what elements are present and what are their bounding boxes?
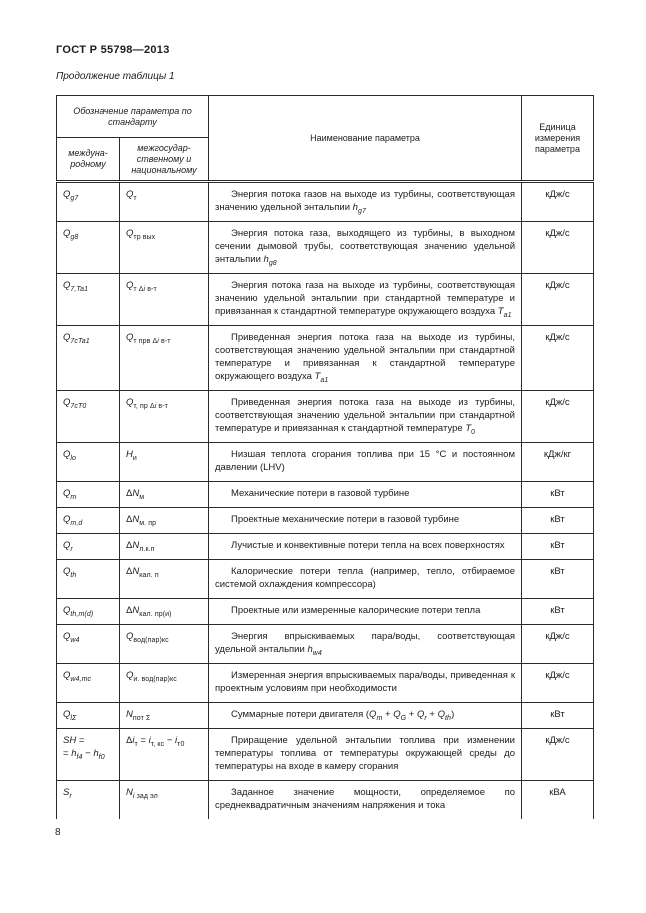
- intl-designation-cell: $Q_r$: [57, 534, 120, 560]
- table-row: [57, 781, 594, 820]
- natl-designation-cell: $Q_{т, пр \Delta i}$ $_{в-т}$: [120, 391, 209, 443]
- natl-designation-cell: $H_и$: [120, 443, 209, 482]
- unit-cell: кВА: [522, 781, 594, 820]
- param-name-cell: Энергия потока газов на выходе из турбины, соответствующая значению удельной энтальпии $h_{g7}$: [209, 182, 522, 222]
- intl-designation-cell: $Q_{th}$: [57, 560, 120, 599]
- table-row: [57, 274, 594, 326]
- intl-designation-cell: $Q_m$: [57, 482, 120, 508]
- intl-designation-cell: $S_r$: [57, 781, 120, 820]
- natl-designation-cell: $\Delta N_{кал. пр(и)}$: [120, 599, 209, 625]
- param-name-cell: Калорические потери тепла (например, тепло, отбираемое системой охлаждения компрессора): [209, 560, 522, 599]
- table-row: [57, 326, 594, 391]
- param-name-cell: Суммарные потери двигателя $(Q_m + Q_G + Q_r + Q_{th})$: [209, 703, 522, 729]
- header-row-group: [57, 96, 594, 138]
- param-name-header: Наименование параметра: [209, 96, 522, 182]
- param-name-cell: Заданное значение мощности, определяемое по среднеквадратичным значениям напряжения и тока: [209, 781, 522, 820]
- table-row: [57, 182, 594, 222]
- unit-cell: кВт: [522, 599, 594, 625]
- intl-designation-cell: $Q_{7,Ta1}$: [57, 274, 120, 326]
- unit-cell: кДж/с: [522, 222, 594, 274]
- natl-designation-cell: $Q_т$: [120, 182, 209, 222]
- unit-cell: кДж/с: [522, 664, 594, 703]
- designation-group-header: Обозначение параметра по стандарту: [57, 96, 209, 138]
- table-body: [57, 182, 594, 820]
- table-head: [57, 96, 594, 182]
- natl-designation-cell: $\Delta N_{м. пр}$: [120, 508, 209, 534]
- param-name-cell: Проектные или измеренные калорические потери тепла: [209, 599, 522, 625]
- unit-cell: кВт: [522, 703, 594, 729]
- natl-designation-cell: $N_i$ $_{зад эл}$: [120, 781, 209, 820]
- intl-designation-cell: SH = = $h_{f4} - h_{f0}$: [57, 729, 120, 781]
- intl-designation-cell: $Q_{th,m(d)}$: [57, 599, 120, 625]
- unit-cell: кДж/с: [522, 182, 594, 222]
- unit-cell: кДж/с: [522, 326, 594, 391]
- intl-designation-cell: $Q_{l\Sigma}$: [57, 703, 120, 729]
- natl-designation-cell: $\Delta N_м$: [120, 482, 209, 508]
- table-continuation-caption: Продолжение таблицы 1: [56, 71, 175, 82]
- param-name-cell: Энергия потока газа, выходящего из турбины, в выходном сечении дымовой трубы, соответствующая значению удельной энтальпии $h_{g8}$: [209, 222, 522, 274]
- table-row: [57, 625, 594, 664]
- intl-designation-cell: $Q_{g7}$: [57, 182, 120, 222]
- param-name-cell: Приращение удельной энтальпии топлива при изменении температуры топлива от температуры окружающей среды до температуры на входе в камеру сгорания: [209, 729, 522, 781]
- unit-cell: кВт: [522, 534, 594, 560]
- table-row: [57, 664, 594, 703]
- intl-designation-cell: $Q_{lo}$: [57, 443, 120, 482]
- standard-number: ГОСТ Р 55798—2013: [56, 44, 170, 56]
- natl-designation-header: межгосударственному и национальному: [120, 138, 209, 182]
- intl-designation-cell: $Q_{w4,mc}$: [57, 664, 120, 703]
- param-name-cell: Приведенная энергия потока газа на выходе из турбины, соответствующая значению удельной энтальпии при стандартной температуре и привязанная к стандартной температуре окружающего воздуха $T_{a1}$: [209, 326, 522, 391]
- natl-designation-cell: $\Delta i_т = i_{т, кс} - i_{т0}$: [120, 729, 209, 781]
- table-row: [57, 391, 594, 443]
- page-number: 8: [55, 827, 61, 838]
- param-name-cell: Измеренная энергия впрыскиваемых пара/воды, приведенная к проектным условиям при необходимости: [209, 664, 522, 703]
- natl-designation-cell: $Q_{т прв \Delta i}$ $_{в-т}$: [120, 326, 209, 391]
- natl-designation-cell: $Q_{вод(пар)кс}$: [120, 625, 209, 664]
- param-name-cell: Лучистые и конвективные потери тепла на всех поверхностях: [209, 534, 522, 560]
- natl-designation-cell: $Q_{т \Delta i}$ $_{в-т}$: [120, 274, 209, 326]
- intl-designation-header: международному: [57, 138, 120, 182]
- unit-cell: кВт: [522, 508, 594, 534]
- table-row: [57, 443, 594, 482]
- natl-designation-cell: $Q_{тр вых}$: [120, 222, 209, 274]
- intl-designation-cell: $Q_{7cT0}$: [57, 391, 120, 443]
- param-name-cell: Механические потери в газовой турбине: [209, 482, 522, 508]
- intl-designation-cell: $Q_{m,d}$: [57, 508, 120, 534]
- param-name-cell: Энергия потока газа на выходе из турбины, соответствующая значению удельной энтальпии при стандартной температуре и привязанная к стандартной температуре окружающего воздуха $T_{a1}$: [209, 274, 522, 326]
- unit-header: Единица измерения параметра: [522, 96, 594, 182]
- param-name-cell: Проектные механические потери в газовой турбине: [209, 508, 522, 534]
- natl-designation-cell: $N_{пот \Sigma}$: [120, 703, 209, 729]
- table-row: [57, 560, 594, 599]
- table-row: [57, 534, 594, 560]
- natl-designation-cell: $\Delta N_{кал. п}$: [120, 560, 209, 599]
- intl-designation-cell: $Q_{w4}$: [57, 625, 120, 664]
- intl-designation-cell: $Q_{7cTa1}$: [57, 326, 120, 391]
- unit-cell: кВт: [522, 482, 594, 508]
- param-name-cell: Энергия впрыскиваемых пара/воды, соответствующая удельной энтальпии $h_{w4}$: [209, 625, 522, 664]
- table-row: [57, 482, 594, 508]
- table-row: [57, 703, 594, 729]
- param-name-cell: Низшая теплота сгорания топлива при 15 °С и постоянном давлении (LHV): [209, 443, 522, 482]
- unit-cell: кДж/кг: [522, 443, 594, 482]
- table-row: [57, 729, 594, 781]
- parameters-table: [56, 95, 594, 819]
- unit-cell: кДж/с: [522, 729, 594, 781]
- unit-cell: кДж/с: [522, 625, 594, 664]
- unit-cell: кДж/с: [522, 274, 594, 326]
- unit-cell: кДж/с: [522, 391, 594, 443]
- natl-designation-cell: $Q_{и. вод(пар)кс}$: [120, 664, 209, 703]
- table-row: [57, 599, 594, 625]
- unit-cell: кВт: [522, 560, 594, 599]
- table-row: [57, 508, 594, 534]
- intl-designation-cell: $Q_{g8}$: [57, 222, 120, 274]
- natl-designation-cell: $\Delta N_{л.к.п}$: [120, 534, 209, 560]
- param-name-cell: Приведенная энергия потока газа на выходе из турбины, соответствующая значению удельной энтальпии при стандартной температуре и привязанная к стандартной температуре $T_0$: [209, 391, 522, 443]
- table-row: [57, 222, 594, 274]
